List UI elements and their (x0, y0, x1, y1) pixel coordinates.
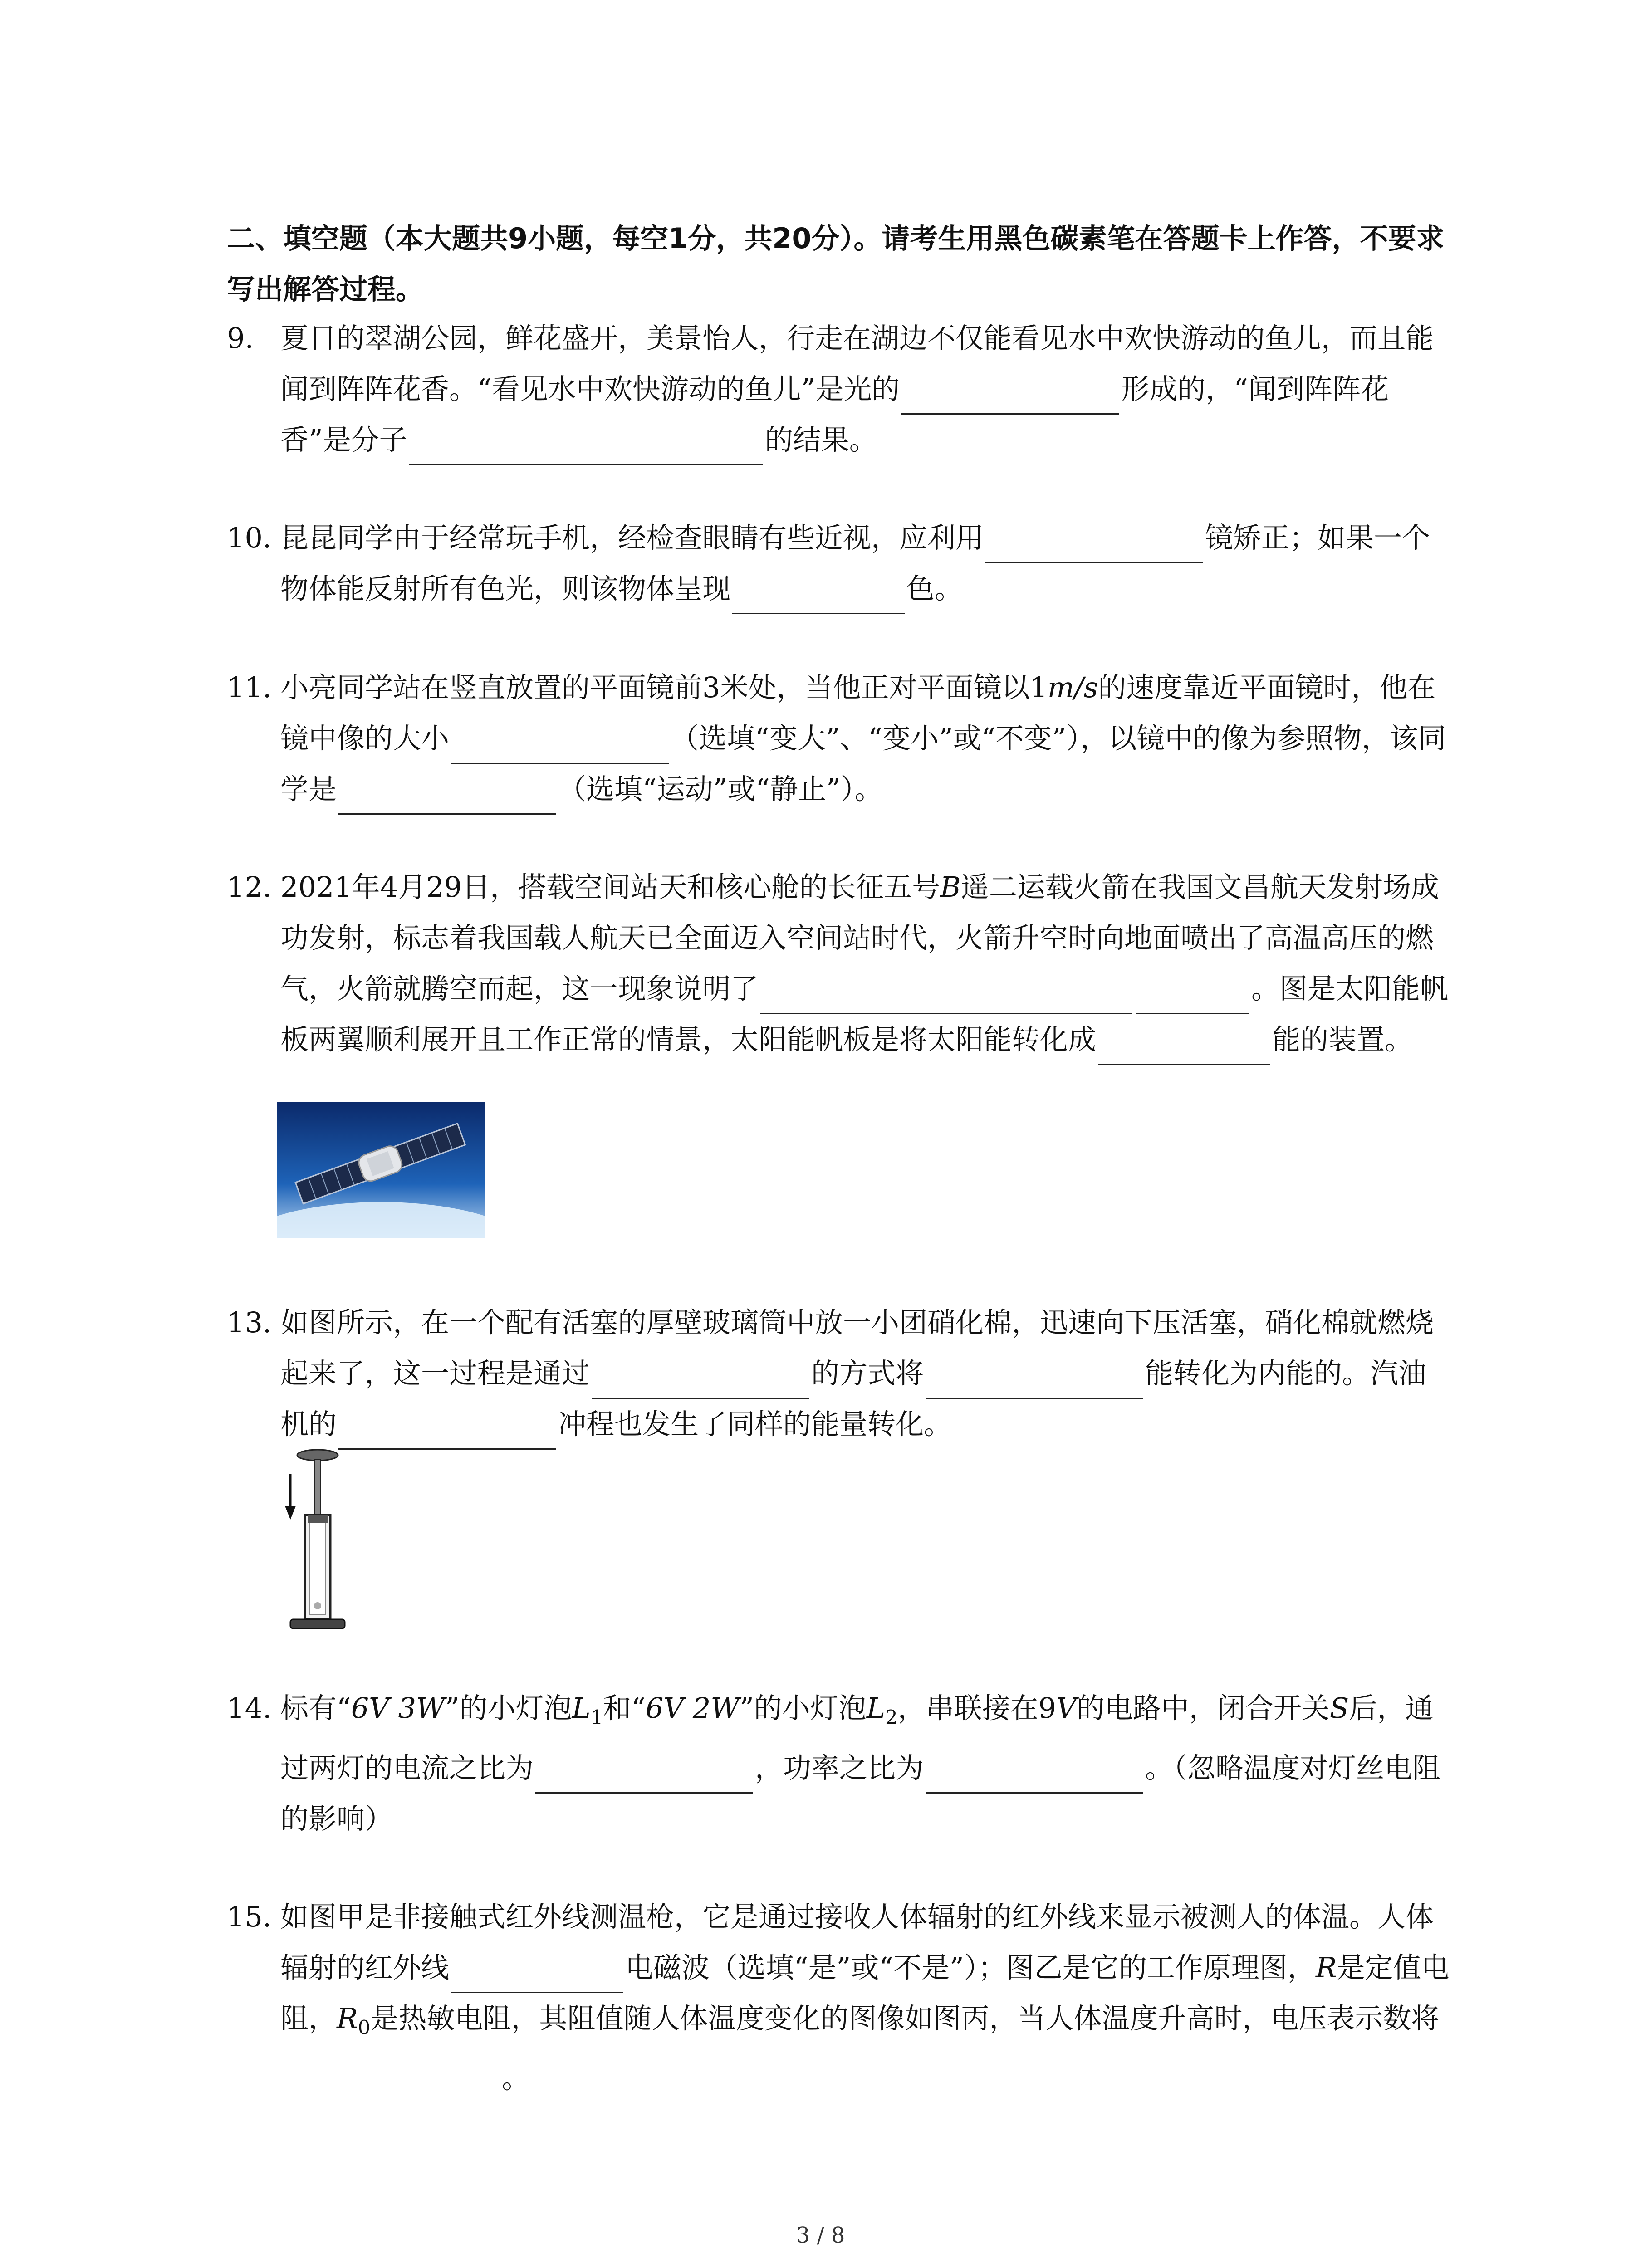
question-10: 10. 昆昆同学由于经常玩手机，经检查眼睛有些近视，应利用 镜矫正；如果一个物体能反射所有色光，则该物体呈现 色。 (227, 513, 1452, 614)
question-13: 13. 如图所示，在一个配有活塞的厚壁玻璃筒中放一小团硝化棉，迅速向下压活塞，硝化棉就燃烧起来了，这一过程是通过 的方式将 能转化为内能的。汽油机的 冲程也发生了同样的能量转化。 (227, 1297, 1452, 1450)
question-12: 12. 2021年4月29日，搭载空间站天和核心舱的长征五号B遥二运载火箭在我国文昌航天发射场成功发射，标志着我国载人航天已全面迈入空间站时代，火箭升空时向地面喷出了高温高压的燃气，火箭就腾空而起，这一现象说明了 。图是太阳能帆板两翼顺利展开且工作正常的情景，太阳能帆板是将太阳能转化成 能的装置。 (227, 862, 1452, 1065)
answer-blank[interactable] (732, 581, 905, 614)
answer-blank-continued[interactable] (1136, 981, 1249, 1014)
answer-blank[interactable] (985, 530, 1203, 563)
question-number: 15. (227, 1900, 272, 1933)
answer-blank[interactable] (451, 731, 669, 764)
answer-blank[interactable] (926, 1366, 1143, 1399)
space-station-image (277, 1102, 485, 1238)
answer-blank[interactable] (760, 981, 1132, 1014)
question-11: 11. 小亮同学站在竖直放置的平面镜前3米处，当他正对平面镜以1m/s的速度靠近平面镜时，他在镜中像的大小 （选填“变大”、“变小”或“不变”），以镜中的像为参照物，该同学是 （选填“运动”或“静止”）。 (227, 662, 1452, 815)
piston-cylinder-image (277, 1447, 354, 1637)
answer-blank[interactable] (282, 2071, 500, 2104)
answer-blank[interactable] (451, 1960, 623, 1993)
answer-blank[interactable] (901, 381, 1119, 415)
question-9: 9. 夏日的翠湖公园，鲜花盛开，美景怡人，行走在湖边不仅能看见水中欢快游动的鱼儿，而且能闻到阵阵花香。“看见水中欢快游动的鱼儿”是光的 形成的，“闻到阵阵花香”是分子 的结果。 (227, 313, 1452, 465)
question-14: 14. 标有“6V 3W”的小灯泡$L_1$和“6V 2W”的小灯泡$L_2$，串联接在9V的电路中，闭合开关S后，通过两灯的电流之比为 ，功率之比为 。（忽略温度对灯丝电阻的影响） (227, 1683, 1452, 1844)
answer-blank[interactable] (409, 432, 763, 465)
section-title: 二、填空题（本大题共9小题，每空1分，共20分）。请考生用黑色碳素笔在答题卡上作答，不要求写出解答过程。 (227, 222, 1445, 306)
question-number: 10. (227, 521, 272, 554)
question-number: 13. (227, 1306, 272, 1339)
question-number: 12. (227, 870, 272, 904)
answer-blank[interactable] (1098, 1032, 1270, 1065)
answer-blank[interactable] (926, 1760, 1143, 1794)
piston-cylinder-icon (277, 1447, 354, 1637)
answer-blank[interactable] (338, 782, 556, 815)
question-number: 9. (227, 322, 254, 355)
answer-blank[interactable] (338, 1417, 556, 1450)
answer-blank[interactable] (592, 1366, 809, 1399)
question-15: 15. 如图甲是非接触式红外线测温枪，它是通过接收人体辐射的红外线来显示被测人的体温。人体辐射的红外线 电磁波（选填“是”或“不是”）；图乙是它的工作原理图，R是定值电阻，$R_0$是热敏电阻，其阻值随人体温度变化的图像如图丙，当人体温度升高时，电压表示数将。 (227, 1892, 1452, 2104)
answer-blank[interactable] (535, 1760, 753, 1794)
question-number: 14. (227, 1691, 272, 1725)
page-number: 3 / 8 (796, 2223, 845, 2248)
question-number: 11. (227, 671, 272, 704)
space-station-icon (277, 1102, 485, 1238)
